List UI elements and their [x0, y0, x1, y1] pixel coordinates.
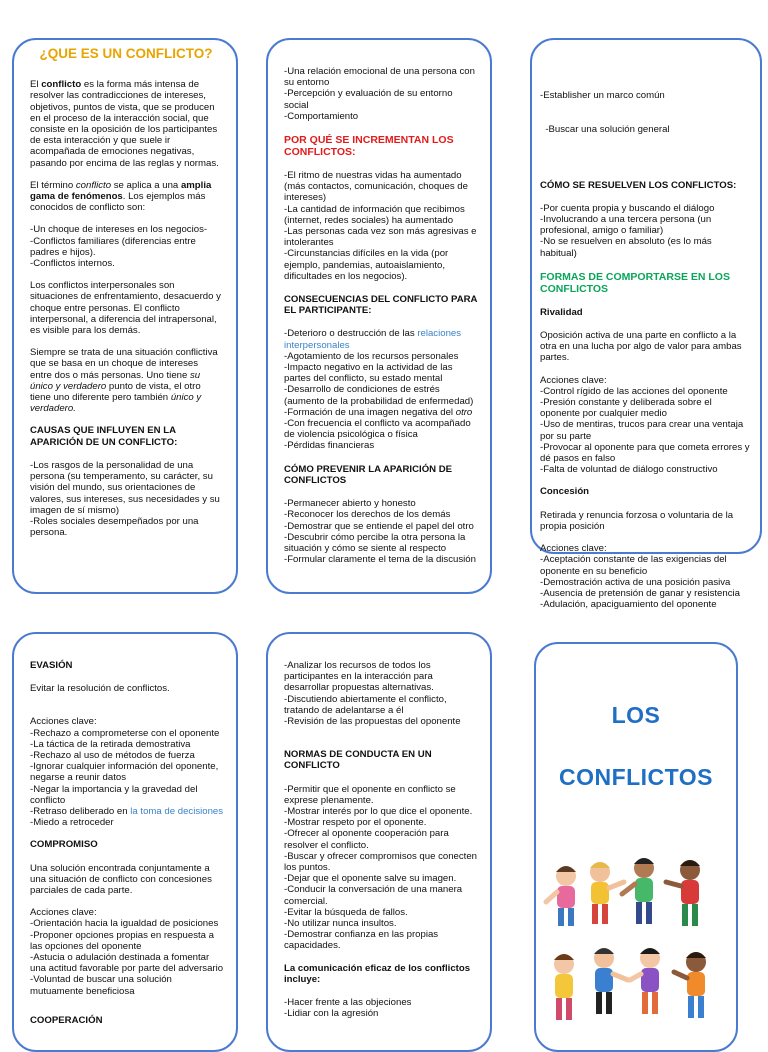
causes-title: CAUSAS QUE INFLUYEN EN LA APARICIÓN DE UN CONFLICTO: [30, 425, 178, 448]
list-item: -Circunstancias difíciles en la vida (por ejemplo, pandemias, autoaislamiento, dificultades en los negocios). [284, 248, 449, 282]
list-item: -Reconocer los derechos de los demás [284, 509, 451, 521]
compromise-actions [30, 907, 226, 997]
child-illustration [630, 948, 660, 1014]
text: punto de vista, el otro tiene uno diferente pero también [30, 380, 201, 404]
top-list [540, 68, 750, 158]
evasion-actions [30, 716, 226, 828]
list-item: -Conflictos familiares (diferencias entre padres e hijos). [30, 235, 196, 258]
evasion-title: EVASIÓN [30, 660, 73, 671]
list-item: -Falta de voluntad de diálogo constructivo [540, 464, 718, 476]
actions-label: Acciones clave: [30, 907, 97, 919]
compromise-title: COMPROMISO [30, 839, 98, 851]
forms-title: FORMAS DE COMPORTARSE EN LOS CONFLICTOS [540, 270, 730, 295]
list-item: -Proponer opciones propias en respuesta a las opciones del oponente [30, 929, 214, 952]
list-item: -Con frecuencia el conflicto va acompañado de violencia psicológica o física [284, 418, 471, 441]
list-item: -Por cuenta propia y buscando el diálogo [540, 202, 715, 214]
list-item: -El ritmo de nuestras vidas ha aumentado (más contactos, comunicación, choques de intereses) [284, 170, 468, 204]
top-list [284, 660, 480, 727]
communication-title: La comunicación eficaz de los conflictos incluye: [284, 962, 471, 985]
compromise-description: Una solución encontrada conjuntamente a una situación de conflicto con concesiones parciales de cada parte. [30, 862, 212, 897]
relaciones-interpersonales-link[interactable]: relaciones interpersonales [284, 328, 462, 351]
list-item: -Aceptación constante de las exigencias del oponente en su beneficio [540, 554, 727, 577]
list-item: -Astucia o adulación destinada a fomentar una actitud favorable por parte del adversario [30, 952, 224, 975]
situation-paragraph [30, 347, 222, 414]
list-item: -Negar la importancia y la gravedad del conflicto [30, 783, 198, 806]
list-item [284, 328, 478, 350]
list-item: -Conducir la conversación de una manera comercial. [284, 884, 463, 907]
list-item: -Demostrar confianza en las propias capacidades. [284, 929, 439, 952]
list-item: -Demostrar que se entiende el papel del otro [284, 520, 474, 532]
consequences-title: CONSECUENCIAS DEL CONFLICTO PARA EL PARTICIPANTE: [284, 294, 478, 317]
causes-list [30, 460, 222, 538]
text-italic: otro [455, 406, 473, 418]
list-item: -Analizar los recursos de todos los participantes en la interacción para desarrollar propuestas alternativas. [284, 660, 434, 694]
communication-list [284, 997, 480, 1019]
child-illustration [622, 858, 654, 924]
list-item: -Presión constante y deliberada sobre el oponente por cualquier medio [540, 397, 712, 420]
text-italic: único y verdadero. [30, 392, 202, 415]
list-item: -Agotamiento de los recursos personales [284, 350, 459, 362]
norms-title: NORMAS DE CONDUCTA EN UN CONFLICTO [284, 749, 432, 772]
consequences-list [284, 328, 478, 451]
list-item: -Demostración activa de una posición pasiva [540, 576, 731, 588]
cover-title-line2: CONFLICTOS [558, 764, 714, 790]
list-item: -Miedo a retroceder [30, 817, 114, 829]
top-list [284, 66, 478, 122]
definition-paragraph [30, 79, 222, 169]
cover-title-line1: LOS [611, 702, 661, 728]
evasion-description: Evitar la resolución de conflictos. [30, 683, 170, 695]
text: El término [30, 179, 76, 191]
list-item: -Los rasgos de la personalidad de una persona (su temperamento, su carácter, su visión del mundo, sus orientaciones de valores, sus intereses, sus necesidades y su imagen de sí mismo) [30, 459, 220, 516]
list-item: -Ausencia de pretensión de ganar y resistencia [540, 587, 740, 599]
list-item: -Rechazo al uso de métodos de fuerza [30, 750, 195, 762]
list-item: -Descubrir cómo percibe la otra persona la situación y cómo se siente al respecto [284, 531, 466, 554]
list-item: -Evitar la búsqueda de fallos. [284, 906, 408, 918]
actions-label: Acciones clave: [30, 716, 97, 728]
interpersonal-paragraph: Los conflictos interpersonales son situaciones de enfrentamiento, desacuerdo y choque entre personas. El conflicto interpersonal, a diferencia del intrapersonal, es visible para los demás. [30, 280, 221, 337]
cover-panel [534, 642, 738, 1052]
text: -Deterioro o destrucción de las [284, 328, 418, 340]
panel-title: ¿QUE ES UN CONFLICTO? [39, 46, 213, 61]
list-item: -Ofrecer al oponente cooperación para resolver el conflicto. [284, 828, 449, 851]
list-item: -Orientación hacia la igualdad de posiciones [30, 918, 219, 930]
list-item: -Mostrar interés por lo que dice el oponente. [284, 806, 473, 818]
list-item: -Rechazo a comprometerse con el oponente [30, 727, 220, 739]
list-item: -Permanecer abierto y honesto [284, 498, 416, 510]
rivalry-description: Oposición activa de una parte en conflicto a la otra en una lucha por algo de valor para ambas partes. [540, 330, 742, 364]
list-item: -La táctica de la retirada demostrativa [30, 738, 191, 750]
list-item: -Uso de mentiras, trucos para crear una ventaja por su parte [540, 419, 744, 442]
list-item: -Dejar que el oponente salve su imagen. [284, 873, 457, 885]
list-item: -Voluntad de buscar una solución mutuamente beneficiosa [30, 974, 172, 997]
child-illustration [594, 948, 628, 1014]
list-item: -No utilizar nunca insultos. [284, 918, 397, 930]
resolve-title: CÓMO SE RESUELVEN LOS CONFLICTOS: [540, 179, 737, 191]
panel-resolucion-formas [530, 38, 762, 611]
list-item: -La cantidad de información que recibimos (internet, redes sociales) ha aumentado [284, 203, 465, 226]
text-italic: conflicto [75, 179, 112, 191]
prevent-list [284, 498, 478, 565]
list-item: -Buscar una solución general [540, 124, 670, 136]
list-item: -Hacer frente a las objeciones [284, 997, 412, 1009]
child-illustration [546, 866, 576, 926]
prevent-title: CÓMO PREVENIR LA APARICIÓN DE CONFLICTOS [284, 463, 453, 486]
actions-label: Acciones clave: [540, 543, 607, 555]
list-item: -Mostrar respeto por el oponente. [284, 817, 427, 829]
examples-list [30, 224, 222, 269]
child-illustration [674, 952, 706, 1018]
panel-normas-conducta [266, 632, 492, 1052]
list-item: -Lidiar con la agresión [284, 1008, 379, 1020]
list-item: -Un choque de intereses en los negocios- [30, 224, 208, 236]
list-item: -Establisher un marco común [540, 90, 665, 102]
children-conflict-illustration [538, 854, 738, 1044]
list-item [284, 407, 478, 418]
text: . Los ejemplos más conocidos de conflicto son: [30, 191, 206, 214]
list-item: -No se resuelven en absoluto (es lo más habitual) [540, 236, 712, 259]
panel-incremento-consecuencias [266, 38, 492, 594]
term-paragraph [30, 180, 222, 214]
rivalry-actions [540, 375, 750, 476]
list-item: -Percepción y evaluación de su entorno social [284, 88, 453, 111]
list-item: -Adulación, apaciguamiento del oponente [540, 599, 717, 611]
panel-que-es-un-conflicto [12, 38, 238, 594]
concession-actions [540, 543, 750, 610]
list-item [30, 806, 226, 817]
list-item: -Pérdidas financieras [284, 440, 375, 452]
list-item: -Las personas cada vez son más agresivas e intolerantes [284, 226, 477, 249]
text: El [30, 79, 42, 91]
text: Siempre se trata de una situación conflictiva que se basa en un choque de intereses entre dos o más personas. Uno tiene [30, 347, 218, 381]
increase-title: POR QUÉ SE INCREMENTAN LOS CONFLICTOS: [284, 134, 454, 159]
list-item: -Involucrando a una tercera persona (un profesional, amigo o familiar) [540, 214, 712, 237]
text: es la forma más intensa de resolver las contradicciones de intereses, objetivos, puntos de vista, que se producen en el proceso de la interacción social, que consiste en la oposición de los participantes de esta interacción y que suele ir acompañada de emociones negativas, pasando por encima de las reglas y normas. [30, 79, 219, 169]
concession-title: Concesión [540, 486, 590, 498]
increase-list [284, 170, 478, 282]
toma-de-decisiones-link[interactable]: la toma de decisiones [130, 806, 224, 818]
panel-evasion-compromiso [12, 632, 238, 1052]
cooperation-title: COOPERACIÓN [30, 1014, 103, 1026]
list-item: -Permitir que el oponente en conflicto se exprese plenamente. [284, 783, 456, 806]
text: -Formación de una imagen negativa del [284, 406, 456, 418]
text-italic: su único y verdadero [30, 369, 201, 392]
text: -Retraso deliberado en [30, 806, 131, 818]
child-illustration [666, 860, 700, 926]
list-item: -Una relación emocional de una persona con su entorno [284, 66, 475, 89]
rivalry-title: Rivalidad [540, 306, 583, 318]
list-item: -Desarrollo de condiciones de estrés (aumento de la probabilidad de enfermedad) [284, 384, 474, 407]
list-item: -Comportamiento [284, 110, 359, 122]
list-item: -Impacto negativo en la actividad de las partes del conflicto, su estado mental [284, 362, 453, 385]
list-item: -Control rígido de las acciones del oponente [540, 385, 728, 397]
list-item: -Provocar al oponente para que cometa errores y dé pasos en falso [540, 441, 750, 465]
list-item: -Discutiendo abiertamente el conflicto, tratando de adelantarse a él [284, 693, 447, 716]
list-item: -Revisión de las propuestas del oponente [284, 716, 461, 728]
text-bold: amplia gama de fenómenos [30, 179, 212, 203]
norms-list [284, 784, 480, 952]
list-item: -Buscar y ofrecer compromisos que conecten los puntos. [284, 850, 478, 874]
list-item: -Formular claramente el tema de la discusión [284, 554, 476, 566]
text-bold: conflicto [41, 79, 82, 91]
text: se aplica a una [111, 179, 181, 191]
list-item: -Conflictos internos. [30, 258, 115, 270]
child-illustration [590, 862, 624, 924]
list-item: -Roles sociales desempeñados por una persona. [30, 515, 199, 539]
list-item: -Ignorar cualquier información del oponente, negarse a reunir datos [30, 761, 219, 784]
resolve-list [540, 203, 750, 259]
concession-description: Retirada y renuncia forzosa o voluntaria de la propia posición [540, 509, 734, 532]
child-illustration [554, 954, 574, 1020]
actions-label: Acciones clave: [540, 374, 607, 386]
